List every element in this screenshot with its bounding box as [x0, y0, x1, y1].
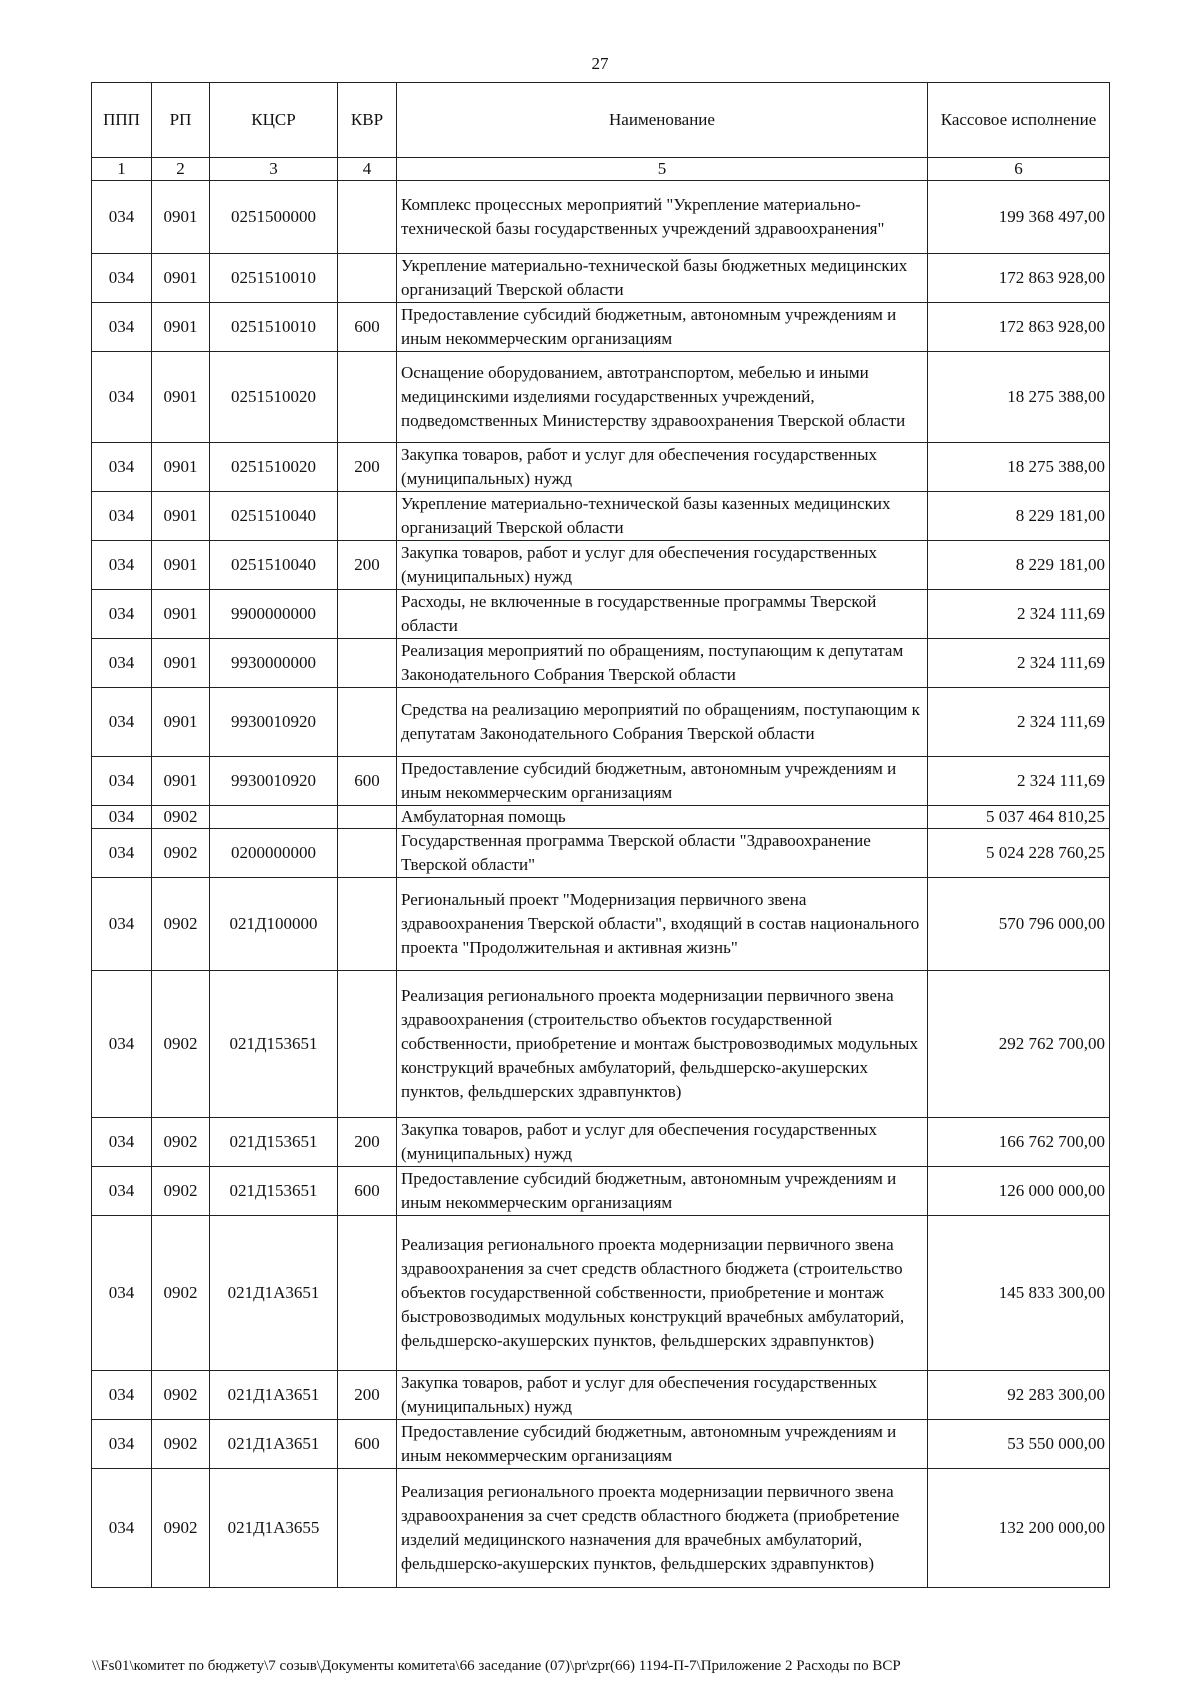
name-cell: Реализация регионального проекта модернизации первичного звена здравоохранения за счет средств областного бюджета (приобретение изделий медицинского назначения для врачебных амбулаторий, фельдшерско-акушерских пунктов, фельдшерских здравпунктов) [397, 1469, 928, 1588]
ppp-cell: 034 [92, 1118, 152, 1167]
header-ppp: ППП [92, 83, 152, 158]
amount-cell: 5 037 464 810,25 [928, 806, 1110, 829]
rp-cell: 0901 [152, 757, 210, 806]
kvr-cell [338, 829, 397, 878]
table-row [92, 1420, 1110, 1469]
name-cell: Закупка товаров, работ и услуг для обеспечения государственных (муниципальных) нужд [397, 443, 928, 492]
ppp-cell: 034 [92, 806, 152, 829]
kvr-cell: 200 [338, 443, 397, 492]
header-amount: Кассовое исполнение [928, 83, 1110, 158]
name-cell: Государственная программа Тверской области "Здравоохранение Тверской области" [397, 829, 928, 878]
ppp-cell: 034 [92, 303, 152, 352]
name-cell: Закупка товаров, работ и услуг для обеспечения государственных (муниципальных) нужд [397, 1118, 928, 1167]
kcsr-cell: 021Д1А3651 [210, 1371, 338, 1420]
table-row [92, 254, 1110, 303]
amount-cell: 126 000 000,00 [928, 1167, 1110, 1216]
ppp-cell: 034 [92, 1420, 152, 1469]
name-cell: Закупка товаров, работ и услуг для обеспечения государственных (муниципальных) нужд [397, 1371, 928, 1420]
kcsr-cell: 0200000000 [210, 829, 338, 878]
rp-cell: 0902 [152, 1420, 210, 1469]
rp-cell: 0901 [152, 303, 210, 352]
table-row [92, 639, 1110, 688]
ppp-cell: 034 [92, 829, 152, 878]
table-row [92, 806, 1110, 829]
rp-cell: 0901 [152, 352, 210, 443]
ppp-cell: 034 [92, 254, 152, 303]
ppp-cell: 034 [92, 541, 152, 590]
name-cell: Предоставление субсидий бюджетным, автономным учреждениям и иным некоммерческим организациям [397, 303, 928, 352]
rp-cell: 0902 [152, 806, 210, 829]
rp-cell: 0901 [152, 443, 210, 492]
table-row [92, 181, 1110, 254]
amount-cell: 8 229 181,00 [928, 541, 1110, 590]
name-cell: Оснащение оборудованием, автотранспортом, мебелью и иными медицинскими изделиями государственных учреждений, подведомственных Министерству здравоохранения Тверской области [397, 352, 928, 443]
amount-cell: 2 324 111,69 [928, 639, 1110, 688]
kcsr-cell: 0251510040 [210, 492, 338, 541]
kvr-cell [338, 1469, 397, 1588]
table-row [92, 443, 1110, 492]
kcsr-cell: 9930010920 [210, 757, 338, 806]
table-row [92, 1167, 1110, 1216]
kvr-cell [338, 590, 397, 639]
kvr-cell [338, 181, 397, 254]
rp-cell: 0901 [152, 181, 210, 254]
rp-cell: 0901 [152, 590, 210, 639]
table-row [92, 492, 1110, 541]
amount-cell: 166 762 700,00 [928, 1118, 1110, 1167]
rp-cell: 0902 [152, 1167, 210, 1216]
kcsr-cell [210, 806, 338, 829]
kcsr-cell: 021Д153651 [210, 1118, 338, 1167]
kcsr-cell: 0251510040 [210, 541, 338, 590]
rp-cell: 0901 [152, 492, 210, 541]
name-cell: Комплекс процессных мероприятий "Укрепление материально-технической базы государственных учреждений здравоохранения" [397, 181, 928, 254]
column-number: 4 [338, 158, 397, 181]
column-number: 2 [152, 158, 210, 181]
header-row [92, 83, 1110, 158]
rp-cell: 0901 [152, 254, 210, 303]
name-cell: Расходы, не включенные в государственные программы Тверской области [397, 590, 928, 639]
ppp-cell: 034 [92, 443, 152, 492]
table-row [92, 303, 1110, 352]
amount-cell: 18 275 388,00 [928, 443, 1110, 492]
amount-cell: 292 762 700,00 [928, 971, 1110, 1118]
name-cell: Средства на реализацию мероприятий по обращениям, поступающим к депутатам Законодательного Собрания Тверской области [397, 688, 928, 757]
kcsr-cell: 021Д1А3651 [210, 1420, 338, 1469]
kvr-cell [338, 878, 397, 971]
expenditure-table [91, 82, 1110, 1588]
name-cell: Укрепление материально-технической базы казенных медицинских организаций Тверской области [397, 492, 928, 541]
rp-cell: 0902 [152, 878, 210, 971]
amount-cell: 199 368 497,00 [928, 181, 1110, 254]
amount-cell: 18 275 388,00 [928, 352, 1110, 443]
rp-cell: 0901 [152, 688, 210, 757]
kcsr-cell: 9930010920 [210, 688, 338, 757]
name-cell: Реализация регионального проекта модернизации первичного звена здравоохранения за счет средств областного бюджета (строительство объектов государственной собственности, приобретение и монтаж быстровозводимых модульных конструкций врачебных амбулаторий, фельдшерско-акушерских пунктов, фельдшерских здравпунктов) [397, 1216, 928, 1371]
amount-cell: 2 324 111,69 [928, 757, 1110, 806]
table-row [92, 878, 1110, 971]
ppp-cell: 034 [92, 352, 152, 443]
table-row [92, 1371, 1110, 1420]
ppp-cell: 034 [92, 639, 152, 688]
amount-cell: 8 229 181,00 [928, 492, 1110, 541]
ppp-cell: 034 [92, 1216, 152, 1371]
ppp-cell: 034 [92, 757, 152, 806]
ppp-cell: 034 [92, 1371, 152, 1420]
rp-cell: 0902 [152, 971, 210, 1118]
table-row [92, 757, 1110, 806]
rp-cell: 0902 [152, 829, 210, 878]
name-cell: Предоставление субсидий бюджетным, автономным учреждениям и иным некоммерческим организациям [397, 1420, 928, 1469]
kvr-cell: 600 [338, 757, 397, 806]
kcsr-cell: 021Д100000 [210, 878, 338, 971]
kvr-cell: 200 [338, 541, 397, 590]
file-path-footer: \\Fs01\комитет по бюджету\7 созыв\Документы комитета\66 заседание (07)\pr\zpr(66) 1194-П-7\Приложение 2 Расходы по ВСР [92, 1658, 901, 1674]
ppp-cell: 034 [92, 492, 152, 541]
kvr-cell [338, 971, 397, 1118]
header-rp: РП [152, 83, 210, 158]
kcsr-cell: 0251510020 [210, 443, 338, 492]
kvr-cell: 600 [338, 1420, 397, 1469]
column-number-row [92, 158, 1110, 181]
table-row [92, 971, 1110, 1118]
kvr-cell [338, 254, 397, 303]
kvr-cell [338, 1216, 397, 1371]
name-cell: Закупка товаров, работ и услуг для обеспечения государственных (муниципальных) нужд [397, 541, 928, 590]
rp-cell: 0902 [152, 1216, 210, 1371]
table-row [92, 1469, 1110, 1588]
name-cell: Реализация регионального проекта модернизации первичного звена здравоохранения (строительство объектов государственной собственности, приобретение и монтаж быстровозводимых модульных конструкций врачебных амбулаторий, фельдшерско-акушерских пунктов, фельдшерских здравпунктов) [397, 971, 928, 1118]
amount-cell: 2 324 111,69 [928, 688, 1110, 757]
ppp-cell: 034 [92, 1469, 152, 1588]
kvr-cell [338, 492, 397, 541]
table-row [92, 1118, 1110, 1167]
ppp-cell: 034 [92, 878, 152, 971]
name-cell: Реализация мероприятий по обращениям, поступающим к депутатам Законодательного Собрания Тверской области [397, 639, 928, 688]
column-number: 5 [397, 158, 928, 181]
kcsr-cell: 021Д1А3655 [210, 1469, 338, 1588]
column-number: 1 [92, 158, 152, 181]
table-row [92, 1216, 1110, 1371]
header-kcsr: КЦСР [210, 83, 338, 158]
amount-cell: 92 283 300,00 [928, 1371, 1110, 1420]
amount-cell: 5 024 228 760,25 [928, 829, 1110, 878]
table-row [92, 590, 1110, 639]
kvr-cell: 200 [338, 1118, 397, 1167]
kvr-cell [338, 688, 397, 757]
amount-cell: 53 550 000,00 [928, 1420, 1110, 1469]
column-number: 6 [928, 158, 1110, 181]
name-cell: Укрепление материально-технической базы бюджетных медицинских организаций Тверской области [397, 254, 928, 303]
kcsr-cell: 0251500000 [210, 181, 338, 254]
name-cell: Предоставление субсидий бюджетным, автономным учреждениям и иным некоммерческим организациям [397, 757, 928, 806]
header-kvr: КВР [338, 83, 397, 158]
kvr-cell: 600 [338, 1167, 397, 1216]
name-cell: Предоставление субсидий бюджетным, автономным учреждениям и иным некоммерческим организациям [397, 1167, 928, 1216]
rp-cell: 0901 [152, 639, 210, 688]
amount-cell: 172 863 928,00 [928, 303, 1110, 352]
column-number: 3 [210, 158, 338, 181]
kvr-cell [338, 639, 397, 688]
amount-cell: 2 324 111,69 [928, 590, 1110, 639]
ppp-cell: 034 [92, 590, 152, 639]
kvr-cell [338, 806, 397, 829]
kvr-cell: 600 [338, 303, 397, 352]
name-cell: Региональный проект "Модернизация первичного звена здравоохранения Тверской области", входящий в состав национального проекта "Продолжительная и активная жизнь" [397, 878, 928, 971]
ppp-cell: 034 [92, 1167, 152, 1216]
page-number: 27 [591, 54, 609, 73]
kvr-cell: 200 [338, 1371, 397, 1420]
kcsr-cell: 021Д153651 [210, 1167, 338, 1216]
header-name: Наименование [397, 83, 928, 158]
rp-cell: 0901 [152, 541, 210, 590]
table-row [92, 541, 1110, 590]
amount-cell: 570 796 000,00 [928, 878, 1110, 971]
kcsr-cell: 0251510010 [210, 303, 338, 352]
table-row [92, 352, 1110, 443]
rp-cell: 0902 [152, 1118, 210, 1167]
amount-cell: 172 863 928,00 [928, 254, 1110, 303]
kcsr-cell: 021Д1А3651 [210, 1216, 338, 1371]
kcsr-cell: 021Д153651 [210, 971, 338, 1118]
amount-cell: 132 200 000,00 [928, 1469, 1110, 1588]
ppp-cell: 034 [92, 688, 152, 757]
amount-cell: 145 833 300,00 [928, 1216, 1110, 1371]
rp-cell: 0902 [152, 1371, 210, 1420]
kvr-cell [338, 352, 397, 443]
table-row [92, 829, 1110, 878]
kcsr-cell: 9900000000 [210, 590, 338, 639]
kcsr-cell: 9930000000 [210, 639, 338, 688]
rp-cell: 0902 [152, 1469, 210, 1588]
kcsr-cell: 0251510020 [210, 352, 338, 443]
table-row [92, 688, 1110, 757]
ppp-cell: 034 [92, 181, 152, 254]
ppp-cell: 034 [92, 971, 152, 1118]
kcsr-cell: 0251510010 [210, 254, 338, 303]
name-cell: Амбулаторная помощь [397, 806, 928, 829]
